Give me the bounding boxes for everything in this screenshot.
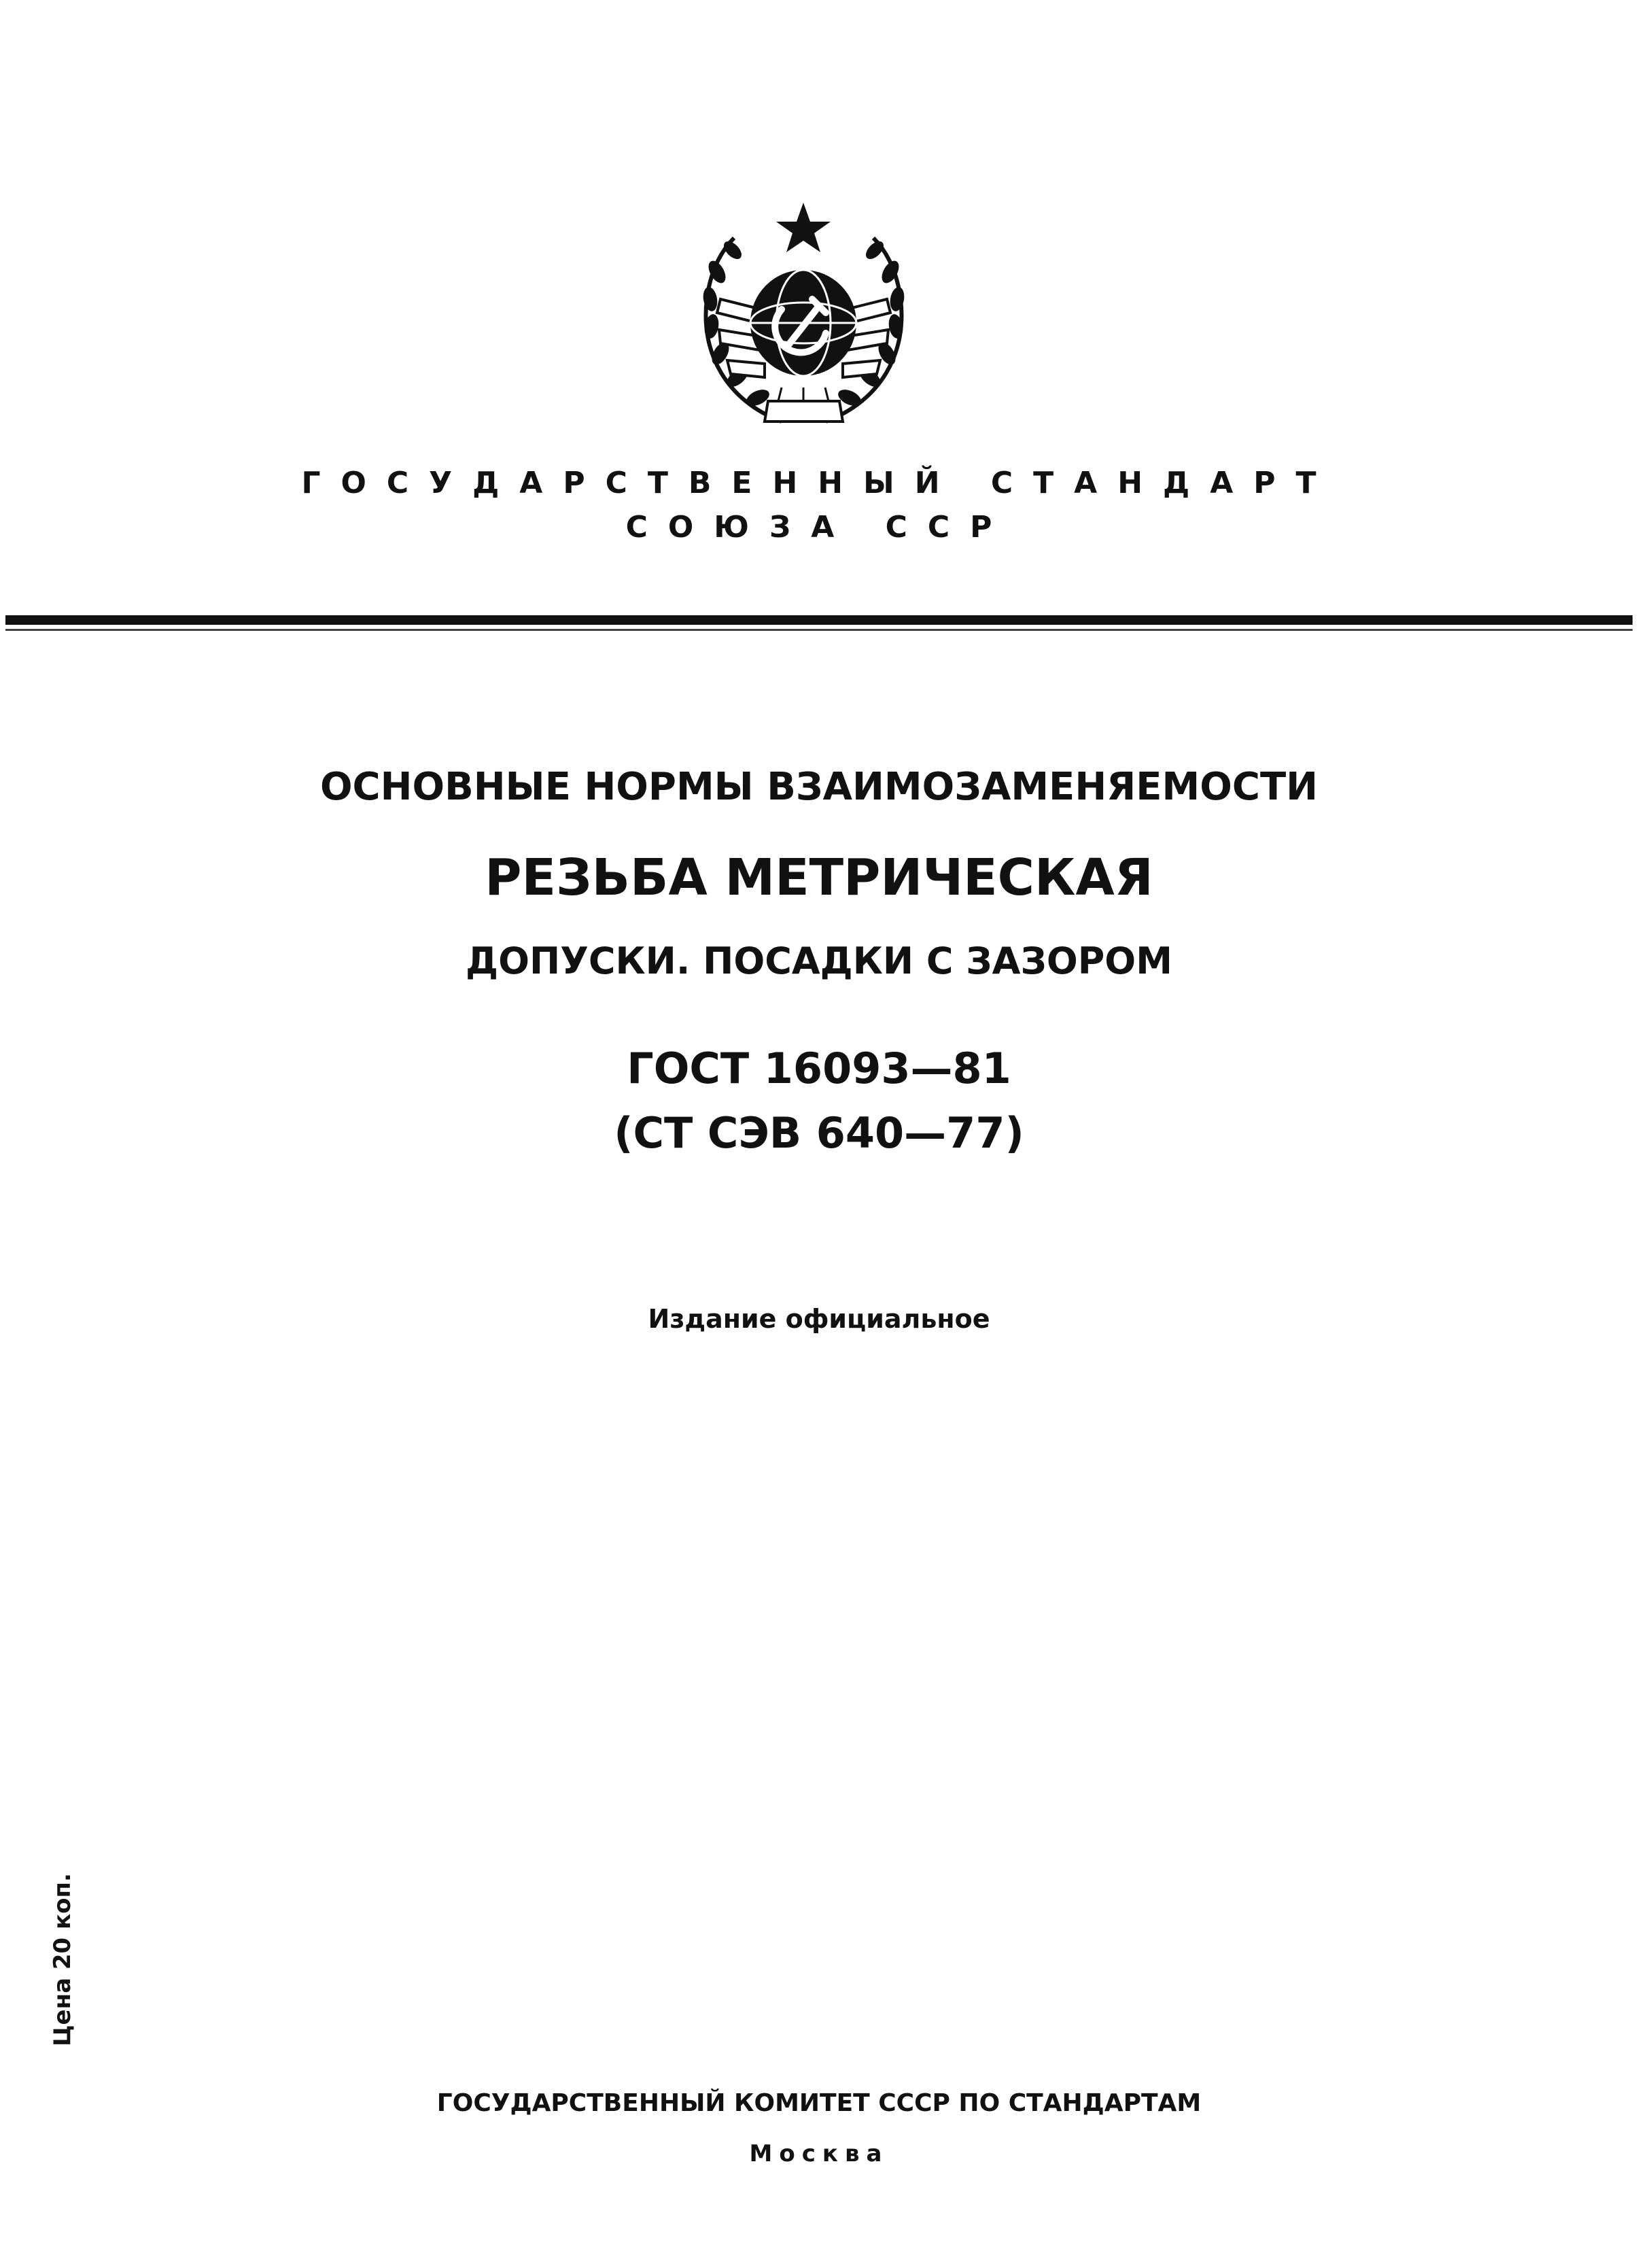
subtitle: ДОПУСКИ. ПОСАДКИ С ЗАЗОРОМ — [466, 940, 1172, 982]
header-ussr: СОЮЗА ССР — [625, 510, 1013, 545]
header-state-standard: ГОСУДАРСТВЕННЫЙ СТАНДАРТ — [301, 466, 1337, 500]
ussr-emblem-icon — [680, 197, 928, 442]
category-title: ОСНОВНЫЕ НОРМЫ ВЗАИМОЗАМЕНЯЕМОСТИ — [319, 765, 1319, 809]
header-divider — [5, 615, 1633, 625]
gost-number: ГОСТ 16093—81 — [627, 1044, 1011, 1093]
city: Москва — [749, 2140, 889, 2167]
cmea-number: (СТ СЭВ 640—77) — [614, 1108, 1024, 1158]
price-label: Цена 20 коп. — [49, 1873, 76, 2046]
header-divider-thin — [5, 629, 1633, 631]
main-title: РЕЗЬБА МЕТРИЧЕСКАЯ — [485, 848, 1153, 907]
edition-note: Издание официальное — [648, 1304, 990, 1334]
publisher: ГОСУДАРСТВЕННЫЙ КОМИТЕТ СССР ПО СТАНДАРТАМ — [436, 2089, 1202, 2117]
